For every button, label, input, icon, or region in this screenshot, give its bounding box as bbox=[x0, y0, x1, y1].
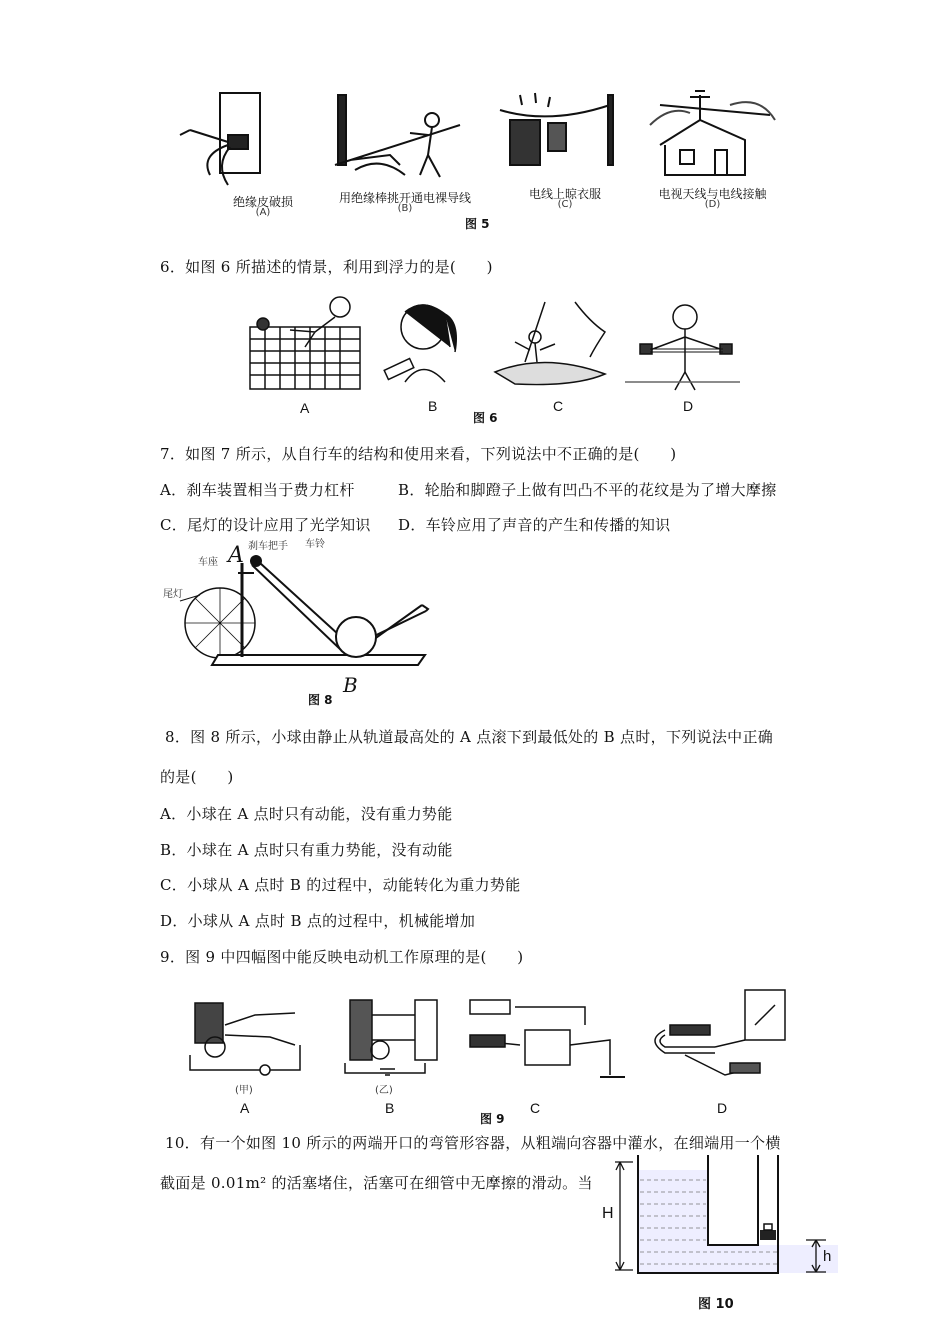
figure-9-drawings bbox=[185, 985, 795, 1085]
fig6-label-a: A bbox=[300, 400, 310, 416]
fig8-label-b: B bbox=[343, 673, 358, 697]
fig8-caption: 图 8 bbox=[308, 693, 333, 707]
question-8-option-c: C．小球从 A 点时 B 的过程中，动能转化为重力势能 bbox=[160, 876, 521, 894]
fig5-item-a-text: 绝缘皮破损 bbox=[232, 195, 293, 209]
figure-5-drawings bbox=[170, 85, 790, 195]
fig8-label-tail: 尾灯 bbox=[163, 589, 183, 600]
fig9-label-a: A bbox=[240, 1100, 250, 1116]
fig5-house-image bbox=[650, 91, 775, 175]
question-10-line-2: 截面是 0.01m² 的活塞堵住，活塞可在细管中无摩擦的滑动。当 bbox=[160, 1174, 593, 1192]
fig5-item-d-text: 电视天线与电线接触 bbox=[658, 187, 767, 201]
fig6-d-image bbox=[625, 305, 740, 390]
question-10-line-1: 10．有一个如图 10 所示的两端开口的弯管形容器，从粗端向容器中灌水，在细端用一个横 bbox=[165, 1134, 781, 1152]
figure-10-drawing bbox=[598, 1150, 838, 1280]
fig9-label-c: C bbox=[530, 1100, 541, 1116]
figure-5 bbox=[170, 85, 790, 235]
fig9-label-d: D bbox=[717, 1100, 728, 1116]
fig9-sublabel-b: (乙) bbox=[375, 1085, 393, 1096]
fig6-label-c: C bbox=[553, 398, 564, 414]
fig8-label-a: A bbox=[228, 543, 244, 568]
fig6-label-b: B bbox=[428, 398, 438, 414]
question-8-option-d: D．小球从 A 点时 B 点的过程中，机械能增加 bbox=[160, 912, 476, 930]
fig6-b-image bbox=[384, 305, 456, 382]
fig6-caption: 图 6 bbox=[473, 411, 498, 425]
fig9-label-b: B bbox=[385, 1100, 395, 1116]
figure-6-drawings bbox=[245, 292, 745, 392]
figure-9 bbox=[185, 985, 795, 1126]
fig10-caption: 图 10 bbox=[698, 1297, 734, 1312]
question-8-option-a: A．小球在 A 点时只有动能，没有重力势能 bbox=[160, 805, 453, 823]
fig5-item-b-letter: (B) bbox=[397, 203, 413, 214]
fig8-label-bell: 车铃 bbox=[305, 539, 325, 550]
question-7-option-a: A．刹车装置相当于费力杠杆 bbox=[160, 481, 355, 499]
fig5-caption: 图 5 bbox=[465, 217, 490, 231]
fig5-item-c-letter: (C) bbox=[557, 199, 573, 210]
fig5-pole-image bbox=[335, 95, 460, 177]
question-7-text: 7．如图 7 所示，从自行车的结构和使用来看，下列说法中不正确的是( ) bbox=[160, 445, 677, 463]
fig10-label-big-h: H bbox=[602, 1205, 614, 1222]
question-7-option-b: B．轮胎和脚蹬子上做有凹凸不平的花纹是为了增大摩擦 bbox=[398, 481, 777, 499]
fig5-item-a-letter: (A) bbox=[255, 207, 271, 218]
question-7-option-c: C．尾灯的设计应用了光学知识 bbox=[160, 516, 371, 534]
fig8-label-seat: 车座 bbox=[198, 557, 218, 568]
question-8-line-2: 的是( ) bbox=[160, 768, 234, 786]
question-8-option-b: B．小球在 A 点时只有重力势能，没有动能 bbox=[160, 841, 453, 859]
fig6-a-image bbox=[250, 297, 360, 389]
figure-10 bbox=[598, 1150, 838, 1314]
fig5-item-c-text: 电线上晾衣服 bbox=[528, 187, 601, 201]
fig8-label-brake: 刹车把手 bbox=[248, 541, 288, 552]
figure-6 bbox=[245, 292, 745, 427]
fig10-label-small-h: h bbox=[823, 1248, 832, 1265]
question-6-text: 6．如图 6 所描述的情景，利用到浮力的是( ) bbox=[160, 258, 493, 276]
fig6-c-image bbox=[495, 302, 605, 385]
fig9-sublabel-a: (甲) bbox=[235, 1085, 253, 1096]
fig5-socket-image bbox=[180, 93, 260, 185]
figure-8 bbox=[160, 533, 450, 708]
question-7-option-d: D．车铃应用了声音的产生和传播的知识 bbox=[398, 516, 671, 534]
question-9-text: 9．图 9 中四幅图中能反映电动机工作原理的是( ) bbox=[160, 948, 524, 966]
fig5-item-b-text: 用绝缘棒挑开通电裸导线 bbox=[338, 191, 471, 205]
fig5-item-d-letter: (D) bbox=[704, 199, 721, 210]
fig9-caption: 图 9 bbox=[480, 1112, 505, 1126]
question-8-line-1: 8．图 8 所示，小球由静止从轨道最高处的 A 点滚下到最低处的 B 点时，下列说法中正确 bbox=[165, 728, 774, 746]
fig5-clothesline-image bbox=[500, 93, 613, 165]
fig6-label-d: D bbox=[683, 398, 694, 414]
